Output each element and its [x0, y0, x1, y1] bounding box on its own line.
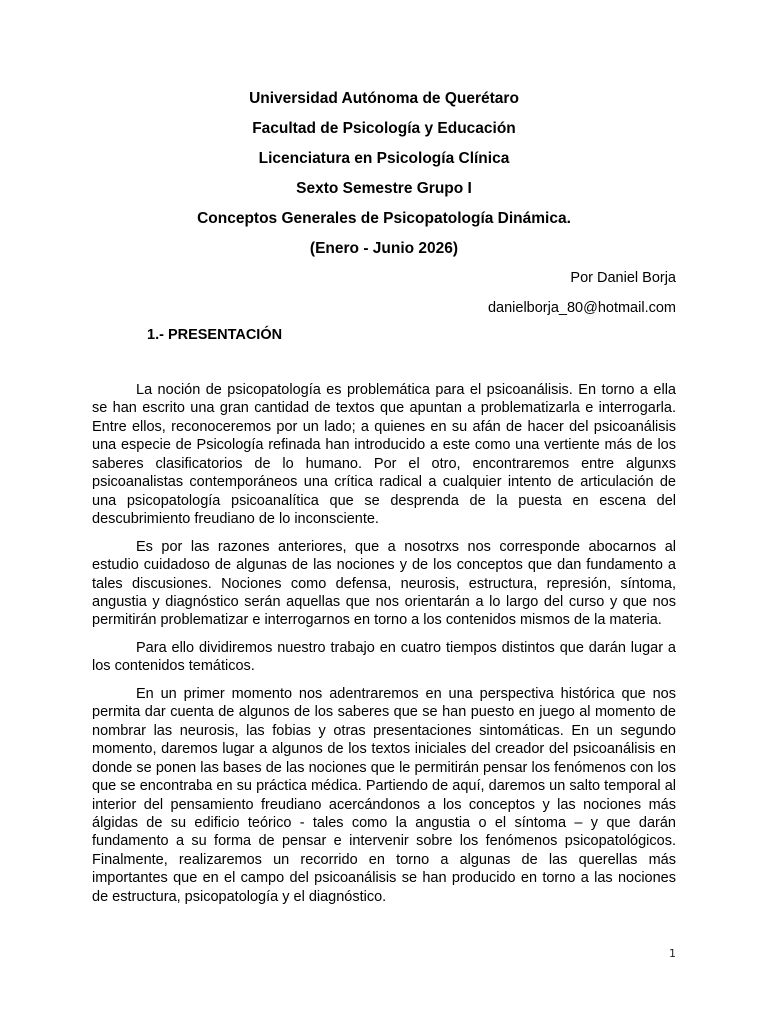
section-body	[92, 381, 676, 915]
page-number: 1	[669, 947, 676, 960]
paragraph: La noción de psicopatología es problemática para el psicoanálisis. En torno a ella se han escrito una gran cantidad de textos que apuntan a problematizarla e interrogarla. Entre ellos, reconoceremos por un lado; a quienes en su afán de hacer del psicoanálisis una especie de Psicología refinada han introducido a este como una vertiente más de los saberes clasificatorios de lo humano. Por el otro, encontraremos entre algunxs psicoanalistas contemporáneos una crítica radical a cualquier intento de articulación de una psicopatología psicoanalítica que se desprenda de la puesta en escena del descubrimiento freudiano de lo inconsciente.	[92, 382, 676, 528]
course-period: (Enero - Junio 2026)	[309, 240, 459, 257]
paragraph: Es por las razones anteriores, que a nosotrxs nos corresponde abocarnos al estudio cuidadoso de algunas de las nociones y de los conceptos que dan fundamento a tales discusiones. Nociones como defensa, neurosis, estructura, represión, síntoma, angustia y diagnóstico serán aquellas que nos orientarán a lo largo del curso y que nos permitirán problematizar e interrogarnos en torno a los contenidos mismos de la materia.	[92, 538, 676, 629]
semester-group: Sexto Semestre Grupo I	[296, 180, 472, 197]
section-heading: 1.- PRESENTACIÓN	[147, 327, 283, 343]
faculty-name: Facultad de Psicología y Educación	[252, 120, 516, 137]
paragraph: En un primer momento nos adentraremos en una perspectiva histórica que nos permita dar cuenta de algunos de los saberes que se han puesto en juego al momento de nombrar las neurosis, las fobias y otras presentaciones sintomáticas. En un segundo momento, daremos lugar a algunos de los textos iniciales del creador del psicoanálisis en donde se ponen las bases de las nociones que le permitirán pensar los fenómenos con los que se encontraba en su práctica médica. Partiendo de aquí, daremos un salto temporal al interior del pensamiento freudiano acercándonos a los conceptos y las nociones más álgidas de su edificio teórico - tales como la angustia o el síntoma – y que darán fundamento a su forma de pensar e intervenir sobre los fenómenos psicopatológicos. Finalmente, realizaremos un recorrido en torno a algunas de las querellas más importantes que en el campo del psicoanálisis se han producido en torno a las nociones de estructura, psicopatología y el diagnóstico.	[92, 685, 676, 905]
author-line: Por Daniel Borja	[570, 270, 676, 286]
course-title: Conceptos Generales de Psicopatología Dinámica.	[197, 210, 571, 227]
author-email: danielborja_80@hotmail.com	[487, 300, 676, 316]
university-name: Universidad Autónoma de Querétaro	[249, 90, 519, 107]
paragraph: Para ello dividiremos nuestro trabajo en cuatro tiempos distintos que darán lugar a los contenidos temáticos.	[92, 639, 676, 675]
title-block	[92, 84, 676, 264]
degree-name: Licenciatura en Psicología Clínica	[258, 150, 510, 167]
